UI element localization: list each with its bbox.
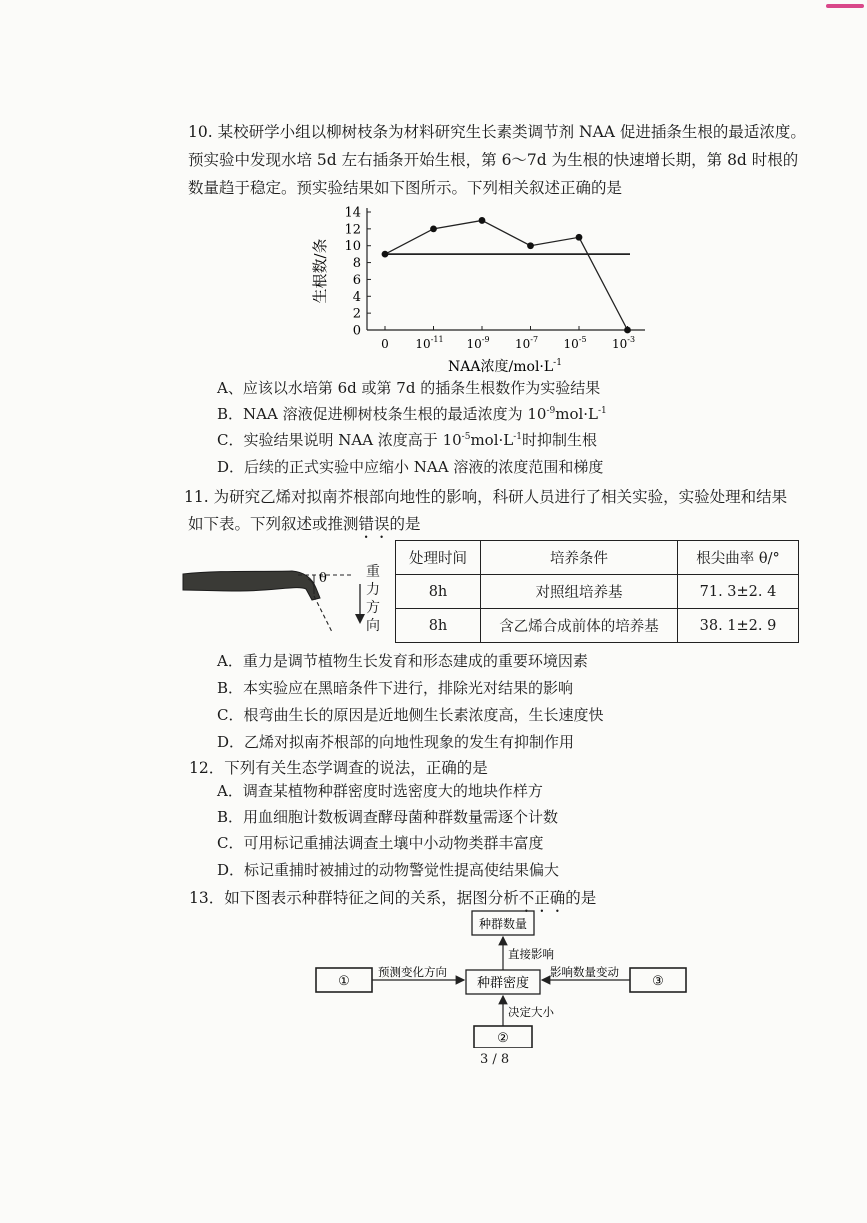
table-cell: 8h: [396, 609, 481, 643]
root-curvature-figure: [180, 558, 390, 640]
label-determine-size: 决定大小: [508, 1005, 554, 1019]
table-cell: 对照组培养基: [481, 575, 678, 609]
page-number: 3 / 8: [480, 1052, 510, 1067]
box-3-label: ③: [652, 974, 664, 989]
q11-option-b: B．本实验应在黑暗条件下进行，排除光对结果的影响: [217, 679, 574, 697]
y-axis-label: 生根数/条: [311, 238, 329, 304]
q12-option-d: D．标记重捕时被捕过的动物警觉性提高使结果偏大: [217, 861, 560, 879]
population-characteristics-diagram: [310, 908, 690, 1048]
table-cell: 38. 1±2. 9: [678, 609, 799, 643]
label-direct-effect: 直接影响: [508, 947, 554, 961]
table-header-cell: 处理时间: [396, 541, 481, 575]
q10-line-3: 数量趋于稳定。预实验结果如下图所示。下列相关叙述正确的是: [188, 179, 623, 197]
y-tick-label: 2: [352, 306, 361, 322]
data-point: [382, 251, 389, 258]
q12-line-1: 12．下列有关生态学调查的说法，正确的是: [189, 759, 488, 777]
q11-line-1: 11. 为研究乙烯对拟南芥根部向地性的影响，科研人员进行了相关实验，实验处理和结果: [184, 488, 788, 506]
q11-option-d: D．乙烯对拟南芥根部的向地性现象的发生有抑制作用: [217, 733, 575, 751]
x-tick-label: $10^{-3}$: [611, 335, 636, 351]
y-tick-label: 12: [344, 222, 361, 238]
x-tick-label: $10^{-11}$: [415, 335, 444, 351]
y-tick-label: 10: [344, 239, 361, 255]
data-point: [430, 225, 437, 232]
table-header-cell: 培养条件: [481, 541, 678, 575]
q10-option-b: B．NAA 溶液促进柳树枝条生根的最适浓度为 $10^{-9}mol\cdot L^{-1}$: [217, 405, 607, 423]
q11-line-2: 如下表。下列叙述或推测错误的是: [188, 515, 421, 533]
y-tick-label: 8: [352, 256, 361, 272]
q10-line-chart: [305, 198, 665, 378]
q10-option-c: C．实验结果说明 NAA 浓度高于 $10^{-5}mol\cdot L^{-1}$时抑制生根: [217, 431, 598, 449]
table-cell: 含乙烯合成前体的培养基: [481, 609, 678, 643]
x-tick-label: $10^{-7}$: [514, 335, 539, 351]
scan-marker: [826, 4, 864, 8]
gravity-arrow-head: [355, 614, 365, 624]
q11-data-table: [395, 540, 799, 643]
table-header-cell: 根尖曲率 θ/°: [678, 541, 799, 575]
table-row: [396, 609, 799, 643]
box-2-label: ②: [497, 1031, 509, 1046]
q10-line-2: 预实验中发现水培 5d 左右插条开始生根，第 6～7d 为生根的快速增长期，第 8d 时根的: [188, 151, 799, 169]
root-tip-direction-line: [314, 596, 332, 632]
y-tick-label: 6: [352, 272, 361, 288]
label-predict-direction: 预测变化方向: [378, 965, 447, 979]
y-tick-label: 0: [352, 323, 361, 339]
q12-option-a: A．调查某植物种群密度时选密度大的地块作样方: [217, 782, 543, 800]
table-cell: 71. 3±2. 4: [678, 575, 799, 609]
data-point: [624, 327, 631, 334]
q10-option-a: A、应该以水培第 6d 或第 7d 的插条生根数作为实验结果: [217, 379, 601, 397]
x-tick-label: $10^{-9}$: [466, 335, 490, 351]
table-header-row: [396, 541, 799, 575]
q10-line-1: 10. 某校研学小组以柳树枝条为材料研究生长素类调节剂 NAA 促进插条生根的最适浓度。: [188, 123, 806, 141]
q12-option-c: C．可用标记重捕法调查土壤中小动物类群丰富度: [217, 834, 544, 852]
x-axis-label: NAA浓度$/mol\cdot L^{-1}$: [448, 358, 562, 375]
x-tick-label: $10^{-5}$: [563, 335, 587, 351]
q12-option-b: B．用血细胞计数板调查酵母菌种群数量需逐个计数: [217, 808, 559, 826]
data-point: [527, 242, 534, 249]
table-cell: 8h: [396, 575, 481, 609]
box-population-size-label: 种群数量: [478, 917, 528, 931]
table-row: [396, 575, 799, 609]
box-1-label: ①: [338, 974, 350, 989]
y-tick-label: 4: [352, 289, 361, 305]
data-point: [479, 217, 486, 224]
y-tick-label: 14: [344, 205, 361, 221]
x-tick-label: 0: [381, 337, 389, 351]
label-affect-change: 影响数量变动: [550, 965, 619, 979]
q11-option-a: A．重力是调节植物生长发育和形态建成的重要环境因素: [217, 652, 588, 670]
q10-option-d: D．后续的正式实验中应缩小 NAA 溶液的浓度范围和梯度: [217, 458, 604, 476]
data-series-line: [385, 220, 628, 330]
data-point: [576, 234, 583, 241]
gravity-direction-label: 重 力 方 向: [366, 564, 380, 634]
theta-label: θ: [319, 571, 327, 586]
q11-option-c: C．根弯曲生长的原因是近地侧生长素浓度高，生长速度快: [217, 706, 604, 724]
box-population-density-label: 种群密度: [476, 976, 530, 991]
q13-line-1: 13．如下图表示种群特征之间的关系，据图分析不正确的是: [189, 889, 597, 907]
